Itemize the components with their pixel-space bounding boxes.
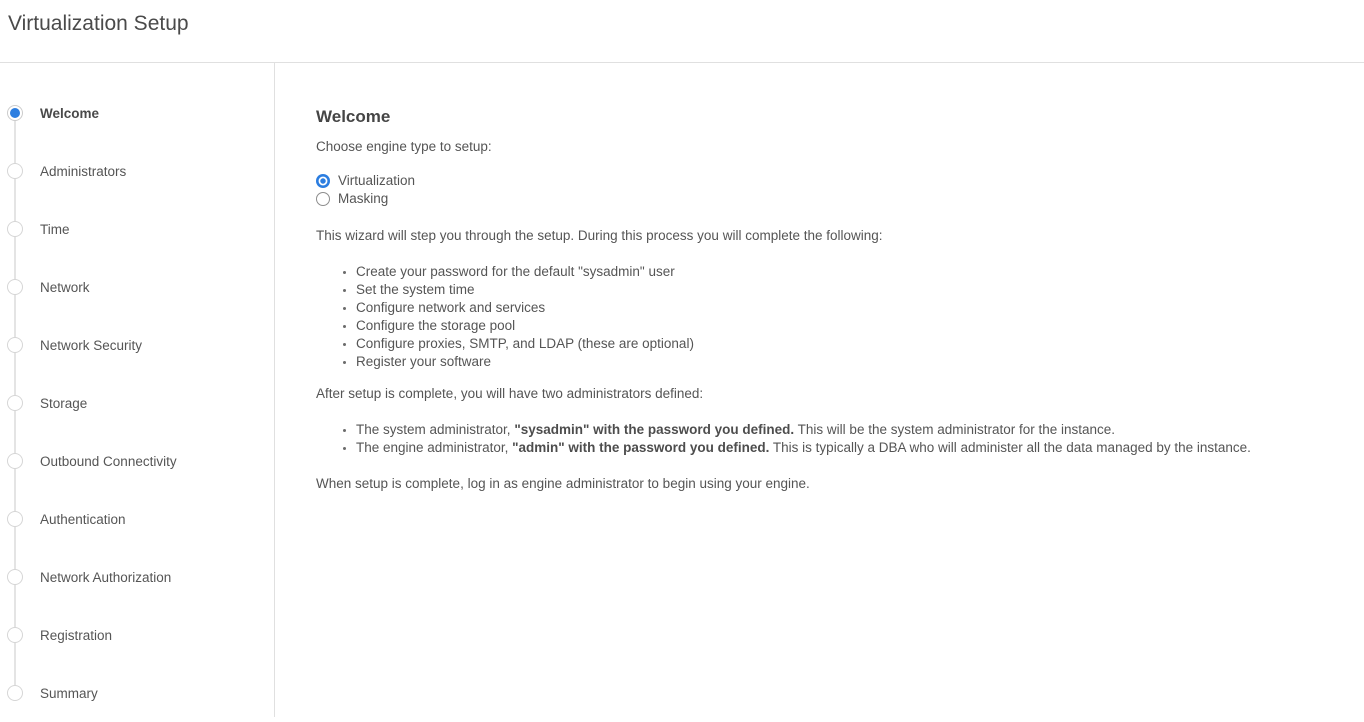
main-content xyxy=(275,63,1364,717)
step-label: Welcome xyxy=(40,105,100,121)
sidebar-item-network-authorization[interactable] xyxy=(0,548,274,606)
step-label: Authentication xyxy=(40,511,126,527)
step-radio-icon xyxy=(7,569,23,585)
list-item: Configure proxies, SMTP, and LDAP (these are optional) xyxy=(356,335,1328,353)
step-label: Storage xyxy=(40,395,88,411)
radio-label: Masking xyxy=(338,191,389,206)
step-label: Administrators xyxy=(40,163,127,179)
radio-unselected-icon[interactable] xyxy=(316,192,330,206)
admin-text-suffix: This is typically a DBA who will administer all the data managed by the instance. xyxy=(769,440,1251,455)
step-label: Network Security xyxy=(40,337,143,353)
admins-intro-text: After setup is complete, you will have two administrators defined: xyxy=(316,386,704,401)
sidebar-item-welcome[interactable] xyxy=(0,84,274,142)
list-item xyxy=(356,421,1328,439)
step-radio-icon xyxy=(7,221,23,237)
sidebar-item-authentication[interactable] xyxy=(0,490,274,548)
admin-text-suffix: This will be the system administrator for the instance. xyxy=(794,422,1116,437)
layout xyxy=(0,63,1364,717)
radio-label: Virtualization xyxy=(338,173,416,188)
list-item: Configure the storage pool xyxy=(356,317,1328,335)
sidebar-item-network-security[interactable] xyxy=(0,316,274,374)
engine-type-prompt: Choose engine type to setup: xyxy=(316,139,492,154)
wizard-intro-text: This wizard will step you through the setup. During this process you will complete the following: xyxy=(316,228,883,243)
step-radio-icon xyxy=(7,453,23,469)
step-radio-icon xyxy=(7,337,23,353)
administrators-list xyxy=(316,421,1328,457)
step-radio-icon xyxy=(7,685,23,701)
radio-selected-icon[interactable] xyxy=(316,174,330,188)
step-radio-icon xyxy=(7,163,23,179)
step-label: Summary xyxy=(40,685,98,701)
step-label: Time xyxy=(40,221,70,237)
sidebar-item-registration[interactable] xyxy=(0,606,274,664)
sidebar-item-summary[interactable] xyxy=(0,664,274,722)
list-item: Set the system time xyxy=(356,281,1328,299)
list-item xyxy=(356,439,1328,457)
step-label: Network Authorization xyxy=(40,569,172,585)
sidebar-item-administrators[interactable] xyxy=(0,142,274,200)
closing-text: When setup is complete, log in as engine administrator to begin using your engine. xyxy=(316,476,810,491)
sidebar-item-outbound-connectivity[interactable] xyxy=(0,432,274,490)
step-label: Outbound Connectivity xyxy=(40,453,177,469)
sidebar-item-time[interactable] xyxy=(0,200,274,258)
sidebar-item-storage[interactable] xyxy=(0,374,274,432)
step-label: Network xyxy=(40,279,90,295)
admin-text-bold: "admin" with the password you defined. xyxy=(512,440,770,455)
page-title: Virtualization Setup xyxy=(8,12,189,35)
step-label: Registration xyxy=(40,627,113,643)
section-heading: Welcome xyxy=(316,107,391,126)
admin-text-bold: "sysadmin" with the password you defined. xyxy=(514,422,795,437)
setup-tasks-list xyxy=(316,263,1328,371)
engine-type-radio-group xyxy=(316,172,1328,208)
virtualization-radio-option[interactable] xyxy=(316,172,1328,190)
step-radio-icon xyxy=(7,395,23,411)
admin-text-prefix: The system administrator, xyxy=(356,422,515,437)
sidebar-item-network[interactable] xyxy=(0,258,274,316)
step-radio-icon xyxy=(7,511,23,527)
list-item: Register your software xyxy=(356,353,1328,371)
setup-stepper-sidebar xyxy=(0,63,275,717)
step-radio-icon xyxy=(7,279,23,295)
step-active-radio-icon xyxy=(7,105,23,121)
page-header xyxy=(0,0,1364,63)
admin-text-prefix: The engine administrator, xyxy=(356,440,513,455)
list-item: Create your password for the default "sysadmin" user xyxy=(356,263,1328,281)
masking-radio-option[interactable] xyxy=(316,190,1328,208)
list-item: Configure network and services xyxy=(356,299,1328,317)
step-radio-icon xyxy=(7,627,23,643)
